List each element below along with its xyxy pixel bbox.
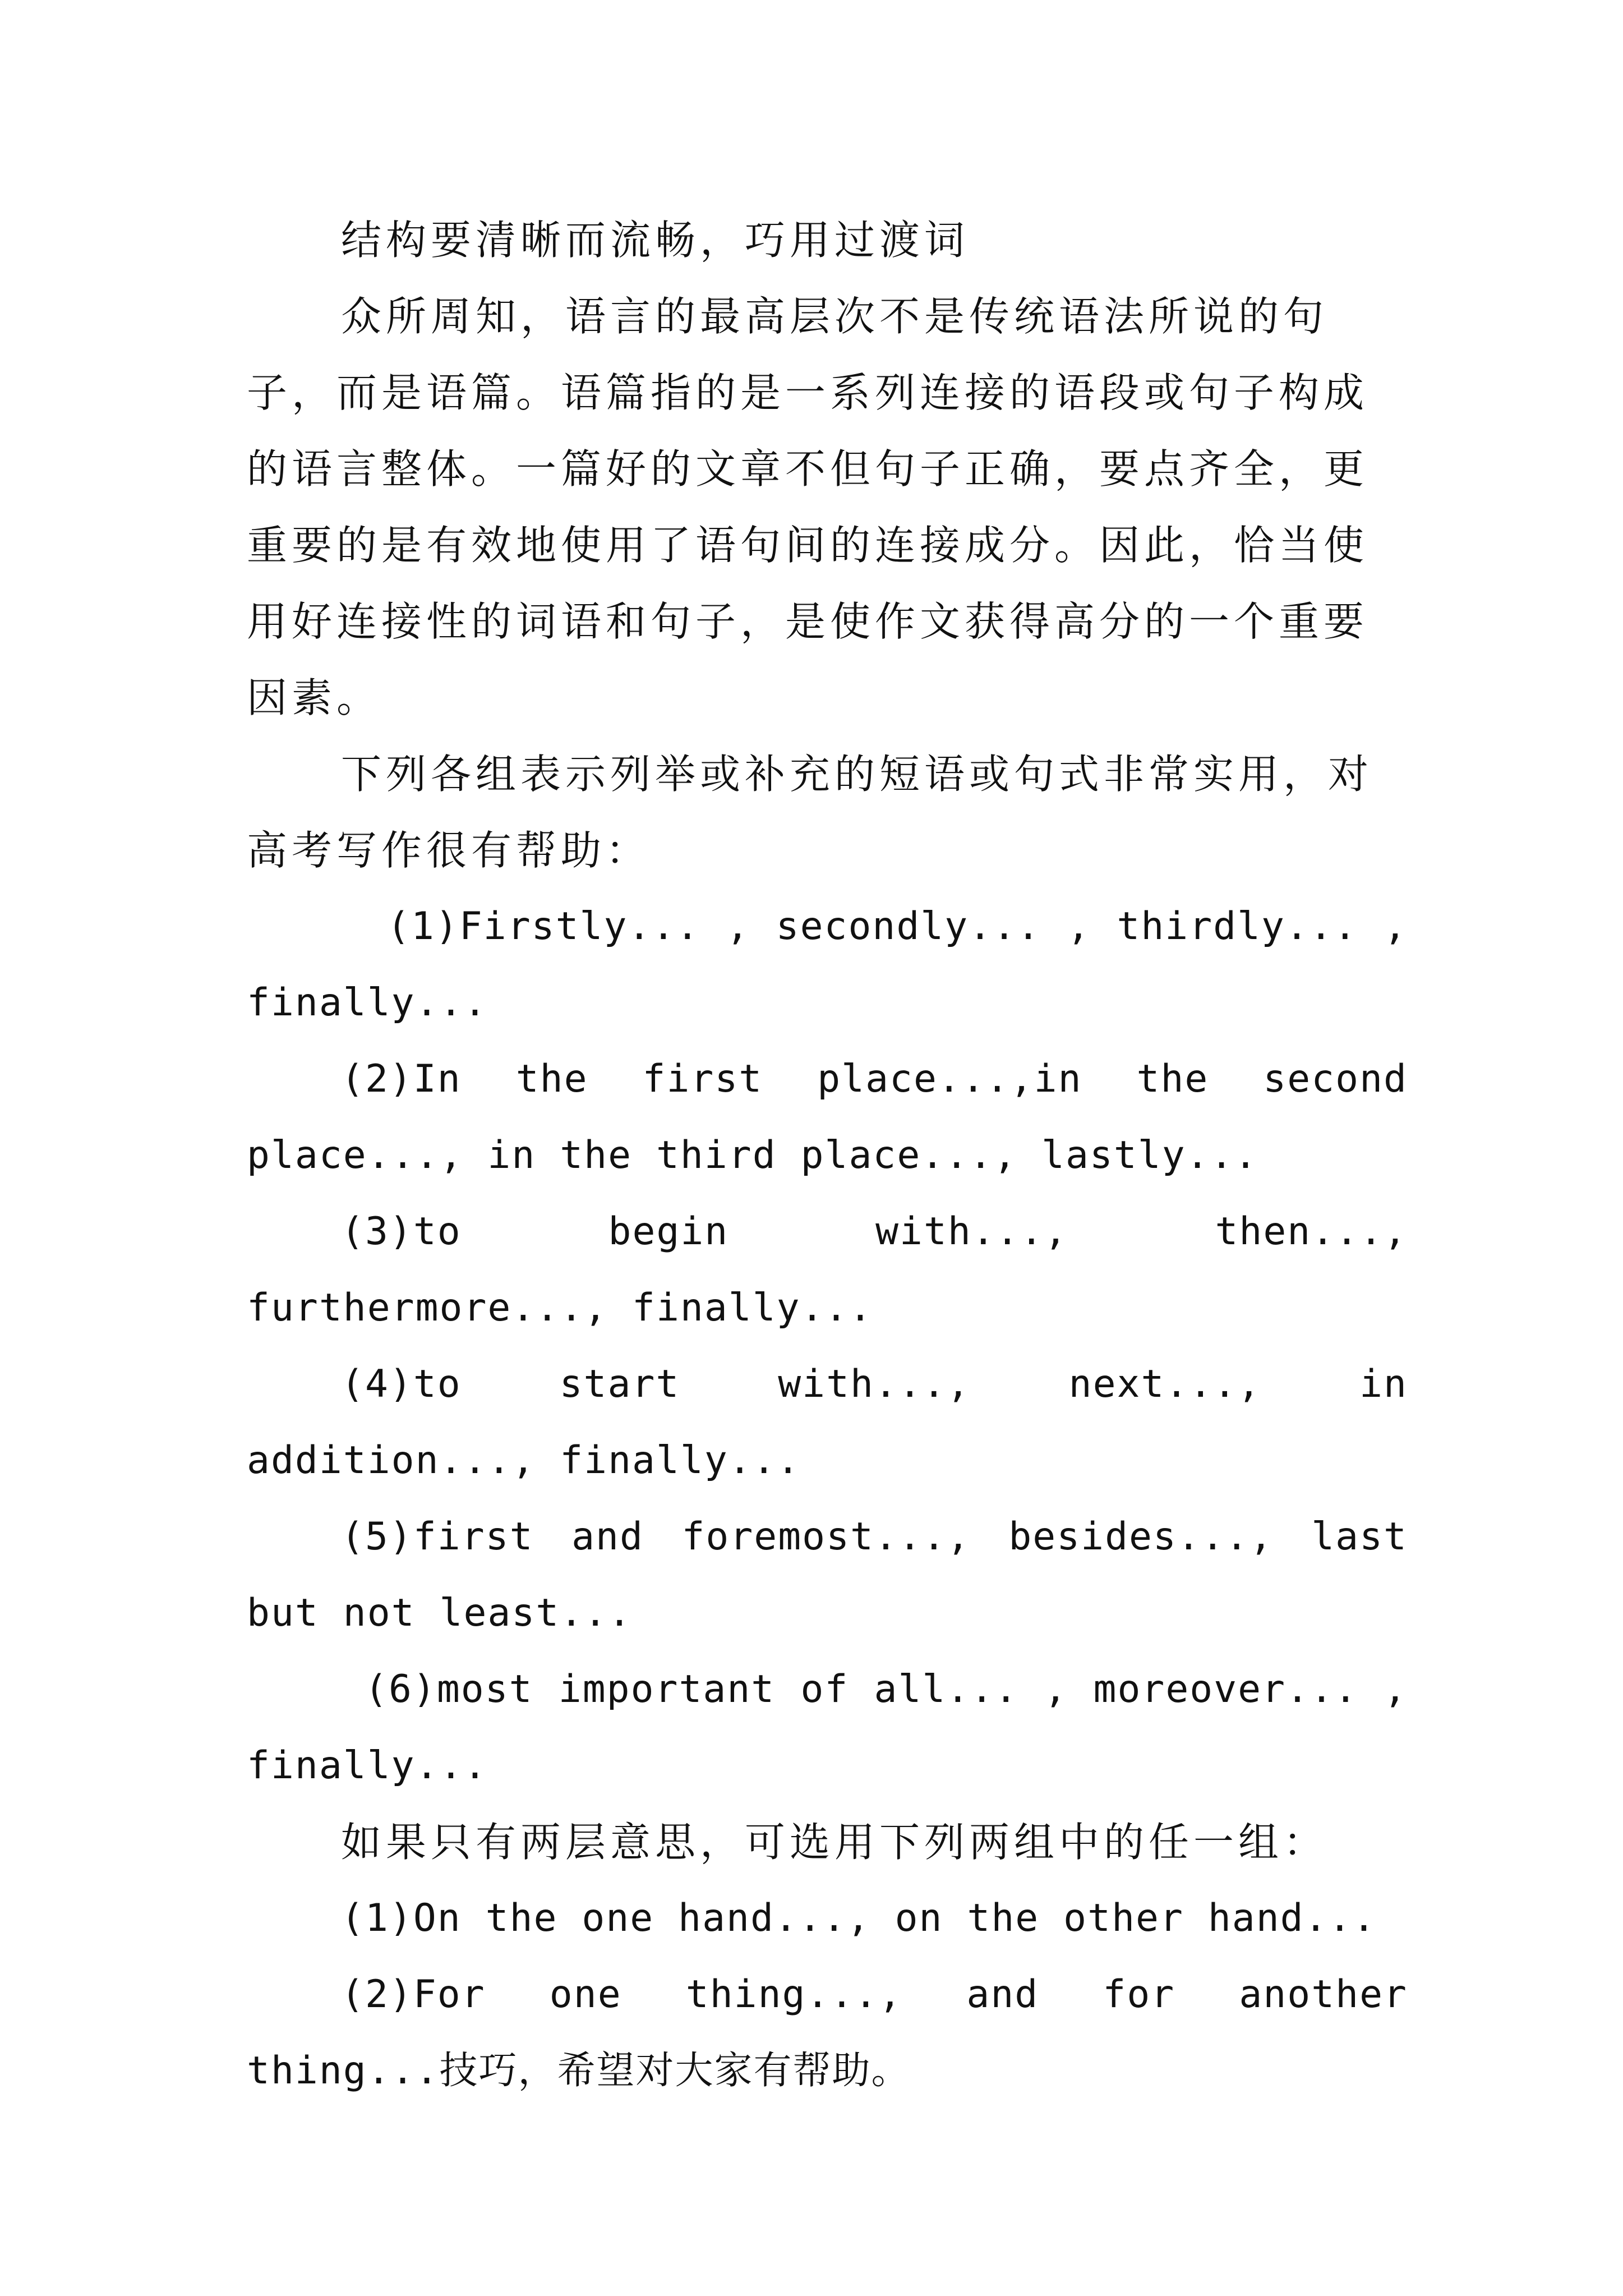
list-item-1: (1)Firstly... , secondly... , thirdly... , finally... — [247, 904, 1408, 1025]
document-body — [247, 202, 1408, 2109]
intro-paragraph: 众所周知，语言的最高层次不是传统语法所说的句子，而是语篇。语篇指的是一系列连接的语段或句子构成的语言整体。一篇好的文章不但句子正确，要点齐全，更重要的是有效地使用了语句间的连接成分。因此，恰当使用好连接性的词语和句子，是使作文获得高分的一个重要因素。 — [247, 293, 1369, 721]
two-option-2: (2)For one thing..., and for another thing...技巧，希望对大家有帮助。 — [247, 1972, 1408, 2093]
list-item-4: (4)to start with..., next..., in addition..., finally... — [247, 1362, 1408, 1483]
list-item-6: (6)most important of all... , moreover... , finally... — [247, 1667, 1408, 1788]
section-heading: 结构要清晰而流畅，巧用过渡词 — [341, 217, 970, 264]
list-item-3: (3)to begin with..., then..., furthermore..., finally... — [247, 1209, 1408, 1330]
list-intro-paragraph: 下列各组表示列举或补充的短语或句式非常实用，对高考写作很有帮助： — [247, 751, 1373, 874]
two-option-1: (1)On the one hand..., on the other hand... — [341, 1896, 1377, 1940]
list-item-2: (2)In the first place...,in the second place..., in the third place..., lastly... — [247, 1057, 1408, 1177]
two-options-intro: 如果只有两层意思，可选用下列两组中的任一组： — [341, 1819, 1329, 1866]
list-item-5: (5)first and foremost..., besides..., last but not least... — [247, 1515, 1408, 1635]
